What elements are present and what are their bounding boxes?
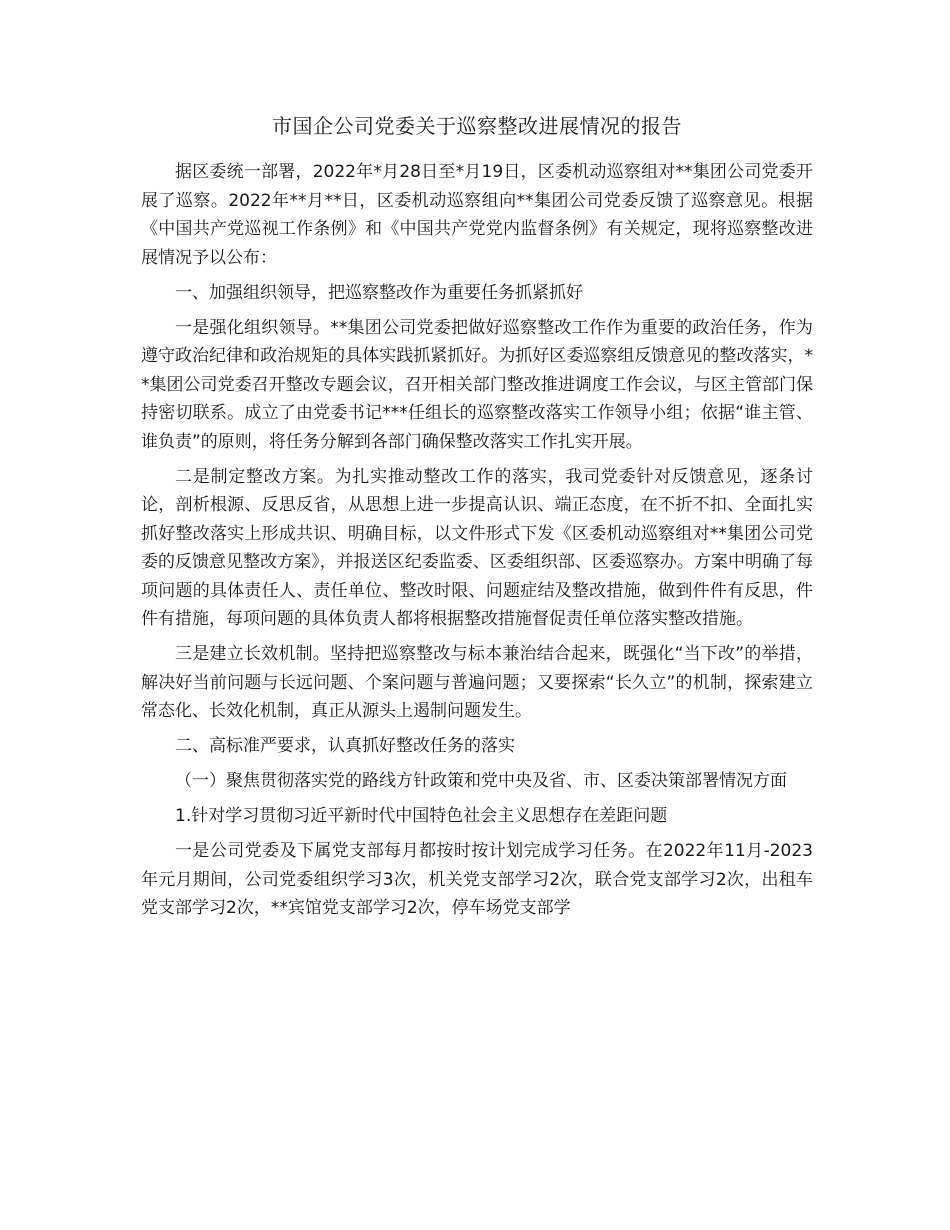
section-1-paragraph-2: 二是制定整改方案。为扎实推动整改工作的落实，我司党委针对反馈意见，逐条讨论，剖析根源、反思反省，从思想上进一步提高认识、端正态度，在不折不扣、全面扎实抓好整改落实上形成共识、明确目标，以文件形式下发《区委机动巡察组对**集团公司党委的反馈意见整改方案》，并报送区纪委监委、区委组织部、区委巡察办。方案中明确了每项问题的具体责任人、责任单位、整改时限、问题症结及整改措施，做到件件有反思，件件有措施，每项问题的具体负责人都将根据整改措施督促责任单位落实整改措施。 — [141, 466, 813, 629]
document-page — [141, 112, 813, 929]
section-2-subheading-1: （一）聚焦贯彻落实党的路线方针政策和党中央及省、市、区委决策部署情况方面 — [175, 771, 787, 791]
intro-paragraph: 据区委统一部署，2022年*月28日至*月19日，区委机动巡察组对**集团公司党委开展了巡察。2022年**月**日，区委机动巡察组向**集团公司党委反馈了巡察意见。根据《中国共产党巡视工作条例》和《中国共产党党内监督条例》有关规定，现将巡察整改进展情况予以公布： — [141, 162, 813, 268]
section-1-paragraph-3: 三是建立长效机制。坚持把巡察整改与标本兼治结合起来，既强化“当下改”的举措，解决好当前问题与长远问题、个案问题与普遍问题；又要探索“长久立”的机制，探索建立常态化、长效化机制，真正从源头上遏制问题发生。 — [141, 644, 813, 721]
document-title: 市国企公司党委关于巡察整改进展情况的报告 — [272, 114, 682, 138]
section-1-paragraph-1: 一是强化组织领导。**集团公司党委把做好巡察整改工作作为重要的政治任务，作为遵守政治纪律和政治规矩的具体实践抓紧抓好。为抓好区委巡察组反馈意见的整改落实，**集团公司党委召开整改专题会议，召开相关部门整改推进调度工作会议，与区主管部门保持密切联系。成立了由党委书记***任组长的巡察整改落实工作领导小组；依据“谁主管、谁负责”的原则，将任务分解到各部门确保整改落实工作扎实开展。 — [141, 317, 813, 452]
section-2-heading: 二、高标准严要求，认真抓好整改任务的落实 — [175, 736, 515, 756]
section-2-item-1-heading: 1.针对学习贯彻习近平新时代中国特色社会主义思想存在差距问题 — [175, 806, 668, 826]
section-1-heading: 一、加强组织领导，把巡察整改作为重要任务抓紧抓好 — [175, 282, 583, 303]
section-2-paragraph-1: 一是公司党委及下属党支部每月都按时按计划完成学习任务。在2022年11月-2023年元月期间，公司党委组织学习3次，机关党支部学习2次，联合党支部学习2次，出租车党支部学习2次，**宾馆党支部学习2次，停车场党支部学 — [141, 841, 813, 918]
